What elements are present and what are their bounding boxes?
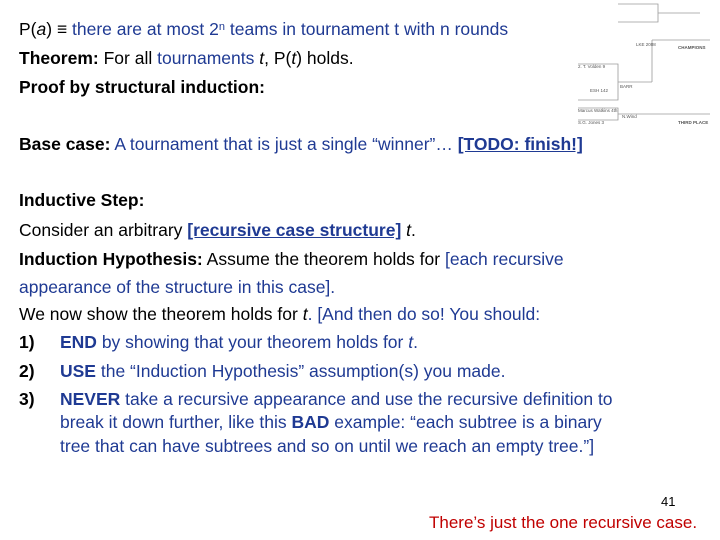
theorem-text-b: tournaments bbox=[157, 48, 255, 68]
definition-mid: ) ≡ bbox=[46, 19, 72, 39]
consider-t: t bbox=[406, 220, 412, 240]
bracket-label-volden: 2. T. Volden 9 bbox=[578, 64, 606, 69]
ih-text: Assume the theorem holds for bbox=[202, 249, 445, 269]
bracket-label-watkins: Marcus Watkins 4th bbox=[578, 108, 618, 113]
theorem-t2: t bbox=[291, 48, 297, 68]
theorem-label: Theorem: bbox=[19, 48, 99, 68]
inductive-step-heading: Inductive Step: bbox=[19, 190, 145, 210]
base-case-todo: [TODO: finish!] bbox=[457, 134, 583, 154]
consider-period: . bbox=[411, 220, 416, 240]
step-1-keyword: END bbox=[60, 332, 97, 352]
footer-note: There’s just the one recursive case. bbox=[429, 513, 698, 532]
definition-prefix: P( bbox=[19, 19, 37, 39]
show-line bbox=[19, 303, 540, 325]
theorem-text-e: ) holds. bbox=[296, 48, 354, 68]
page-number: 41 bbox=[661, 494, 676, 509]
bracket-label-lke: LKE 2008 bbox=[636, 42, 656, 47]
theorem-line bbox=[19, 47, 354, 69]
step-3-body: take a recursive appearance and use the recursive definition to bbox=[120, 389, 613, 409]
step-3-bad: BAD bbox=[291, 412, 330, 432]
bracket-label-nwind: N.Wind bbox=[622, 114, 637, 119]
ih-line bbox=[19, 248, 564, 270]
consider-text: Consider an arbitrary bbox=[19, 220, 188, 240]
bracket-label-barr: BARR bbox=[620, 84, 633, 89]
consider-line bbox=[19, 219, 416, 241]
step-3-keyword: NEVER bbox=[60, 389, 121, 409]
definition-text: there are at most 2 bbox=[72, 19, 219, 39]
structure-placeholder: [recursive case structure] bbox=[187, 220, 402, 240]
theorem-text-d: , P( bbox=[264, 48, 292, 68]
bracket-label-champions: CHAMPIONS bbox=[678, 45, 706, 50]
bracket-label-jones: S.G. Jones 3 bbox=[578, 120, 605, 125]
definition-exponent: n bbox=[218, 21, 226, 33]
step-1-text bbox=[60, 327, 418, 357]
show-rest: . [And then do so! You should: bbox=[307, 304, 541, 324]
step-2-body: the “Induction Hypothesis” assumption(s) you made. bbox=[95, 361, 506, 381]
definition-var: a bbox=[36, 19, 47, 39]
step-3-line-2a: break it down further, like this bbox=[60, 412, 292, 432]
base-case-label: Base case: bbox=[19, 134, 111, 154]
proof-heading: Proof by structural induction: bbox=[19, 77, 265, 97]
step-2-text bbox=[60, 356, 505, 386]
step-1-number: 1) bbox=[19, 332, 35, 352]
ih-bracket-line-2: appearance of the structure in this case]. bbox=[19, 277, 336, 297]
theorem-t: t bbox=[259, 48, 265, 68]
base-case-line bbox=[19, 133, 583, 155]
step-3-number: 3) bbox=[19, 389, 35, 409]
step-3-line-3: tree that can have subtrees and so on until we reach an empty tree.”] bbox=[60, 436, 595, 456]
step-1-body: by showing that your theorem holds for bbox=[96, 332, 409, 352]
step-2-keyword: USE bbox=[60, 361, 96, 381]
definition-rest: teams in tournament t with n rounds bbox=[225, 19, 509, 39]
show-text: We now show the theorem holds for bbox=[19, 304, 303, 324]
bracket-label-esh: ESH 142 bbox=[590, 88, 609, 93]
step-2-number: 2) bbox=[19, 361, 35, 381]
step-1-t: t bbox=[408, 332, 414, 352]
ih-label: Induction Hypothesis: bbox=[19, 249, 203, 269]
bracket-label-third-place: THIRD PLACE bbox=[678, 120, 709, 125]
step-3-line-2b: example: “each subtree is a binary bbox=[329, 412, 602, 432]
base-case-text: A tournament that is just a single “winner”… bbox=[110, 134, 458, 154]
definition-line bbox=[19, 18, 508, 40]
show-t: t bbox=[302, 304, 308, 324]
step-1-end: . bbox=[413, 332, 418, 352]
theorem-text-a: For all bbox=[98, 48, 158, 68]
ih-bracket-1: [each recursive bbox=[444, 249, 564, 269]
tournament-bracket-image bbox=[560, 0, 720, 130]
